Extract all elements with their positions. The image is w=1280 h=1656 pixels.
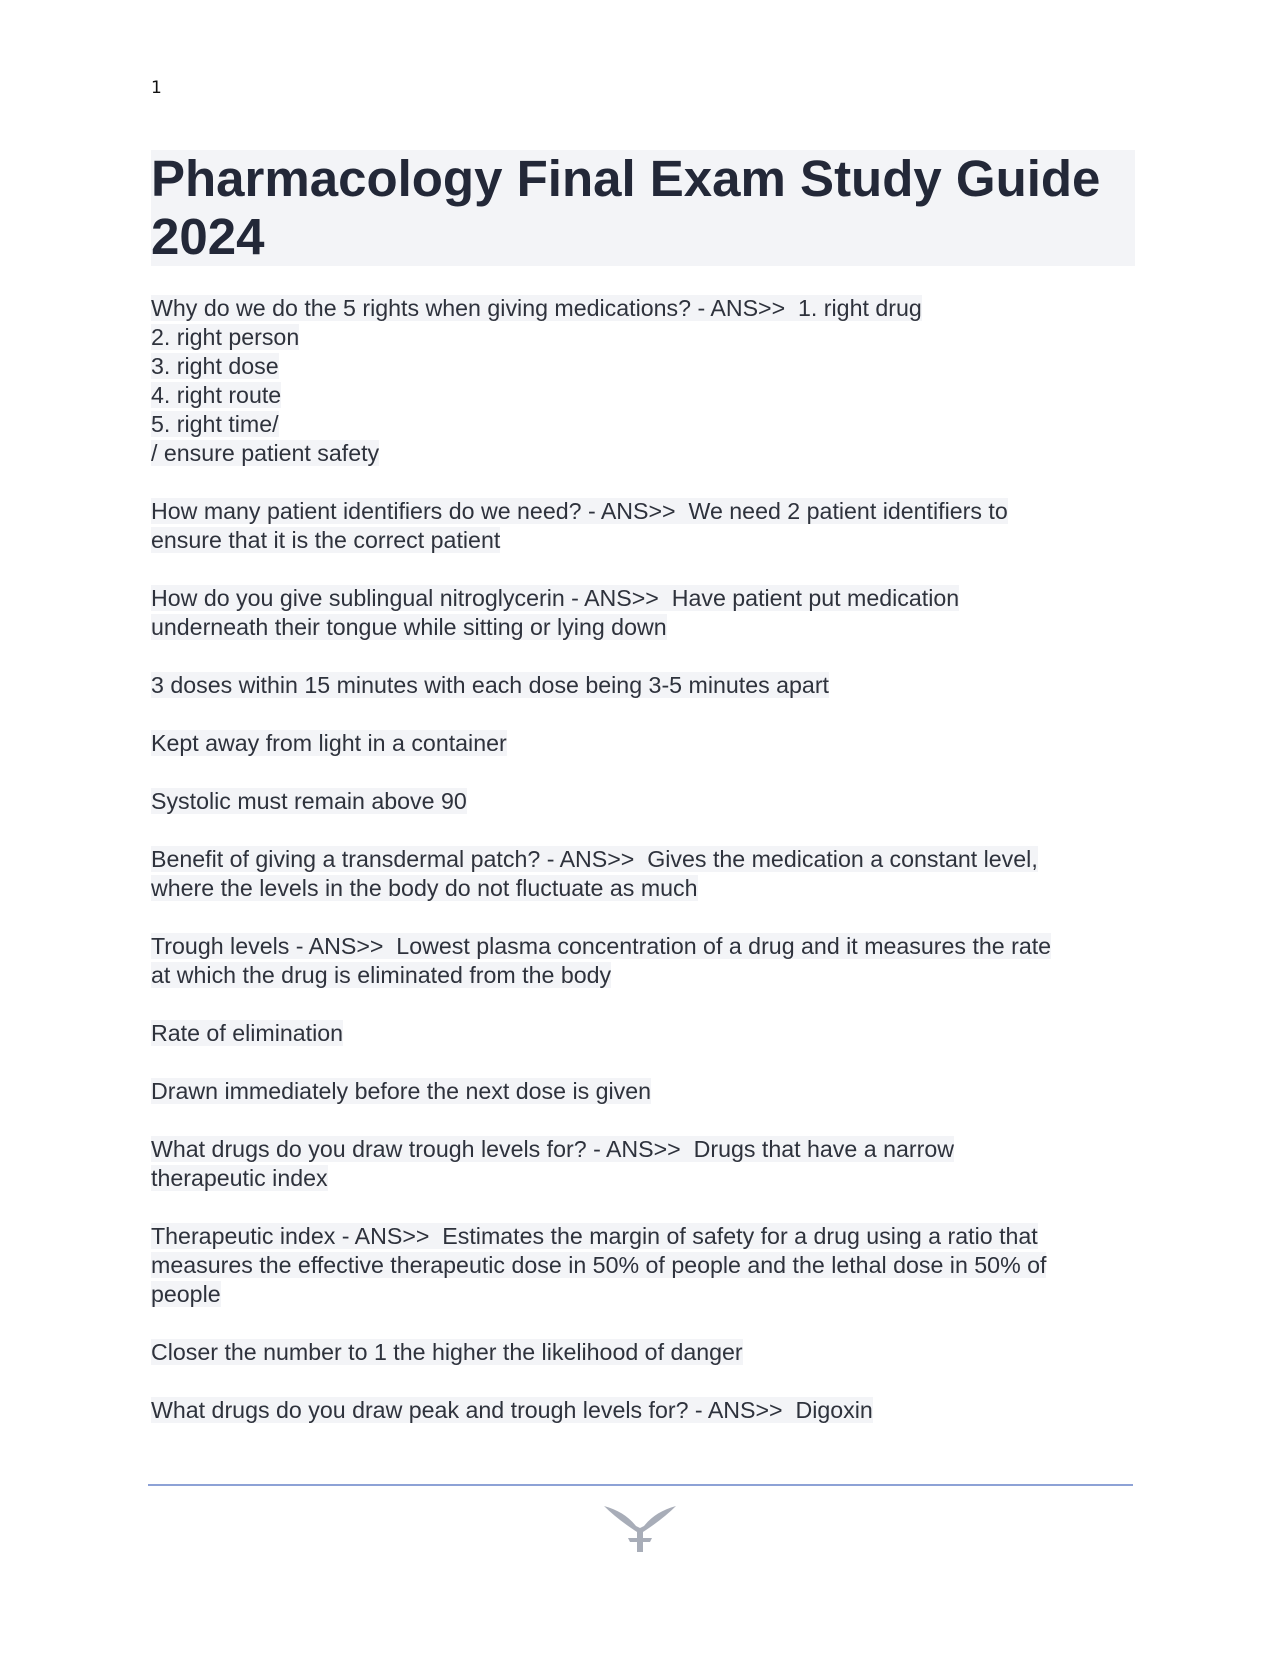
qa-paragraph <box>151 932 1141 990</box>
text-line: Closer the number to 1 the higher the likelihood of danger <box>151 1339 743 1365</box>
text-line-wrapper <box>151 1019 1141 1048</box>
text-line-wrapper <box>151 1077 1141 1106</box>
text-line-wrapper <box>151 1251 1141 1280</box>
text-line: measures the effective therapeutic dose in 50% of people and the lethal dose in 50% of <box>151 1252 1047 1278</box>
text-line: people <box>151 1281 221 1307</box>
title-block <box>151 150 1135 266</box>
text-line: therapeutic index <box>151 1165 328 1191</box>
text-line-wrapper <box>151 584 1141 613</box>
text-line: / ensure patient safety <box>151 440 380 466</box>
document-body <box>151 294 1141 1454</box>
text-line: 3. right dose <box>151 353 279 379</box>
text-line-wrapper <box>151 439 1141 468</box>
qa-paragraph <box>151 1077 1141 1106</box>
text-line: Kept away from light in a container <box>151 730 507 756</box>
text-line: where the levels in the body do not fluctuate as much <box>151 875 698 901</box>
text-line-wrapper <box>151 410 1141 439</box>
qa-paragraph <box>151 671 1141 700</box>
text-line-wrapper <box>151 323 1141 352</box>
text-line: 5. right time/ <box>151 411 279 437</box>
qa-paragraph <box>151 497 1141 555</box>
footer-divider <box>148 1484 1133 1486</box>
page-number: 1 <box>151 78 162 98</box>
text-line-wrapper <box>151 961 1141 990</box>
qa-paragraph <box>151 1222 1141 1309</box>
text-line: What drugs do you draw trough levels for? - ANS>> Drugs that have a narrow <box>151 1136 954 1162</box>
qa-paragraph <box>151 787 1141 816</box>
document-title: Pharmacology Final Exam Study Guide 2024 <box>151 150 1101 265</box>
text-line-wrapper <box>151 1280 1141 1309</box>
text-line: 4. right route <box>151 382 282 408</box>
text-line-wrapper <box>151 381 1141 410</box>
text-line-wrapper <box>151 845 1141 874</box>
text-line-wrapper <box>151 1222 1141 1251</box>
text-line: 2. right person <box>151 324 300 350</box>
text-line-wrapper <box>151 352 1141 381</box>
text-line: at which the drug is eliminated from the body <box>151 962 612 988</box>
text-line-wrapper <box>151 294 1141 323</box>
qa-paragraph <box>151 1338 1141 1367</box>
text-line-wrapper <box>151 729 1141 758</box>
text-line: Drawn immediately before the next dose is given <box>151 1078 652 1104</box>
text-line: Therapeutic index - ANS>> Estimates the margin of safety for a drug using a ratio that <box>151 1223 1038 1249</box>
text-line-wrapper <box>151 613 1141 642</box>
text-line: underneath their tongue while sitting or lying down <box>151 614 667 640</box>
qa-paragraph <box>151 1019 1141 1048</box>
text-line: How do you give sublingual nitroglycerin - ANS>> Have patient put medication <box>151 585 960 611</box>
text-line-wrapper <box>151 671 1141 700</box>
text-line: Systolic must remain above 90 <box>151 788 467 814</box>
text-line-wrapper <box>151 1135 1141 1164</box>
text-line-wrapper <box>151 497 1141 526</box>
text-line-wrapper <box>151 874 1141 903</box>
text-line: Rate of elimination <box>151 1020 344 1046</box>
text-line-wrapper <box>151 526 1141 555</box>
text-line: Why do we do the 5 rights when giving medications? - ANS>> 1. right drug <box>151 295 922 321</box>
qa-paragraph <box>151 1135 1141 1193</box>
text-line: Trough levels - ANS>> Lowest plasma concentration of a drug and it measures the rate <box>151 933 1052 959</box>
text-line: How many patient identifiers do we need? - ANS>> We need 2 patient identifiers to <box>151 498 1008 524</box>
qa-paragraph <box>151 729 1141 758</box>
qa-paragraph <box>151 1396 1141 1425</box>
text-line: 3 doses within 15 minutes with each dose being 3-5 minutes apart <box>151 672 829 698</box>
text-line-wrapper <box>151 932 1141 961</box>
qa-paragraph <box>151 845 1141 903</box>
text-line: What drugs do you draw peak and trough levels for? - ANS>> Digoxin <box>151 1397 873 1423</box>
text-line: Benefit of giving a transdermal patch? - ANS>> Gives the medication a constant level, <box>151 846 1038 872</box>
text-line: ensure that it is the correct patient <box>151 527 501 553</box>
text-line-wrapper <box>151 1164 1141 1193</box>
qa-paragraph <box>151 294 1141 468</box>
text-line-wrapper <box>151 787 1141 816</box>
text-line-wrapper <box>151 1338 1141 1367</box>
bird-logo-icon <box>600 1500 680 1556</box>
qa-paragraph <box>151 584 1141 642</box>
text-line-wrapper <box>151 1396 1141 1425</box>
